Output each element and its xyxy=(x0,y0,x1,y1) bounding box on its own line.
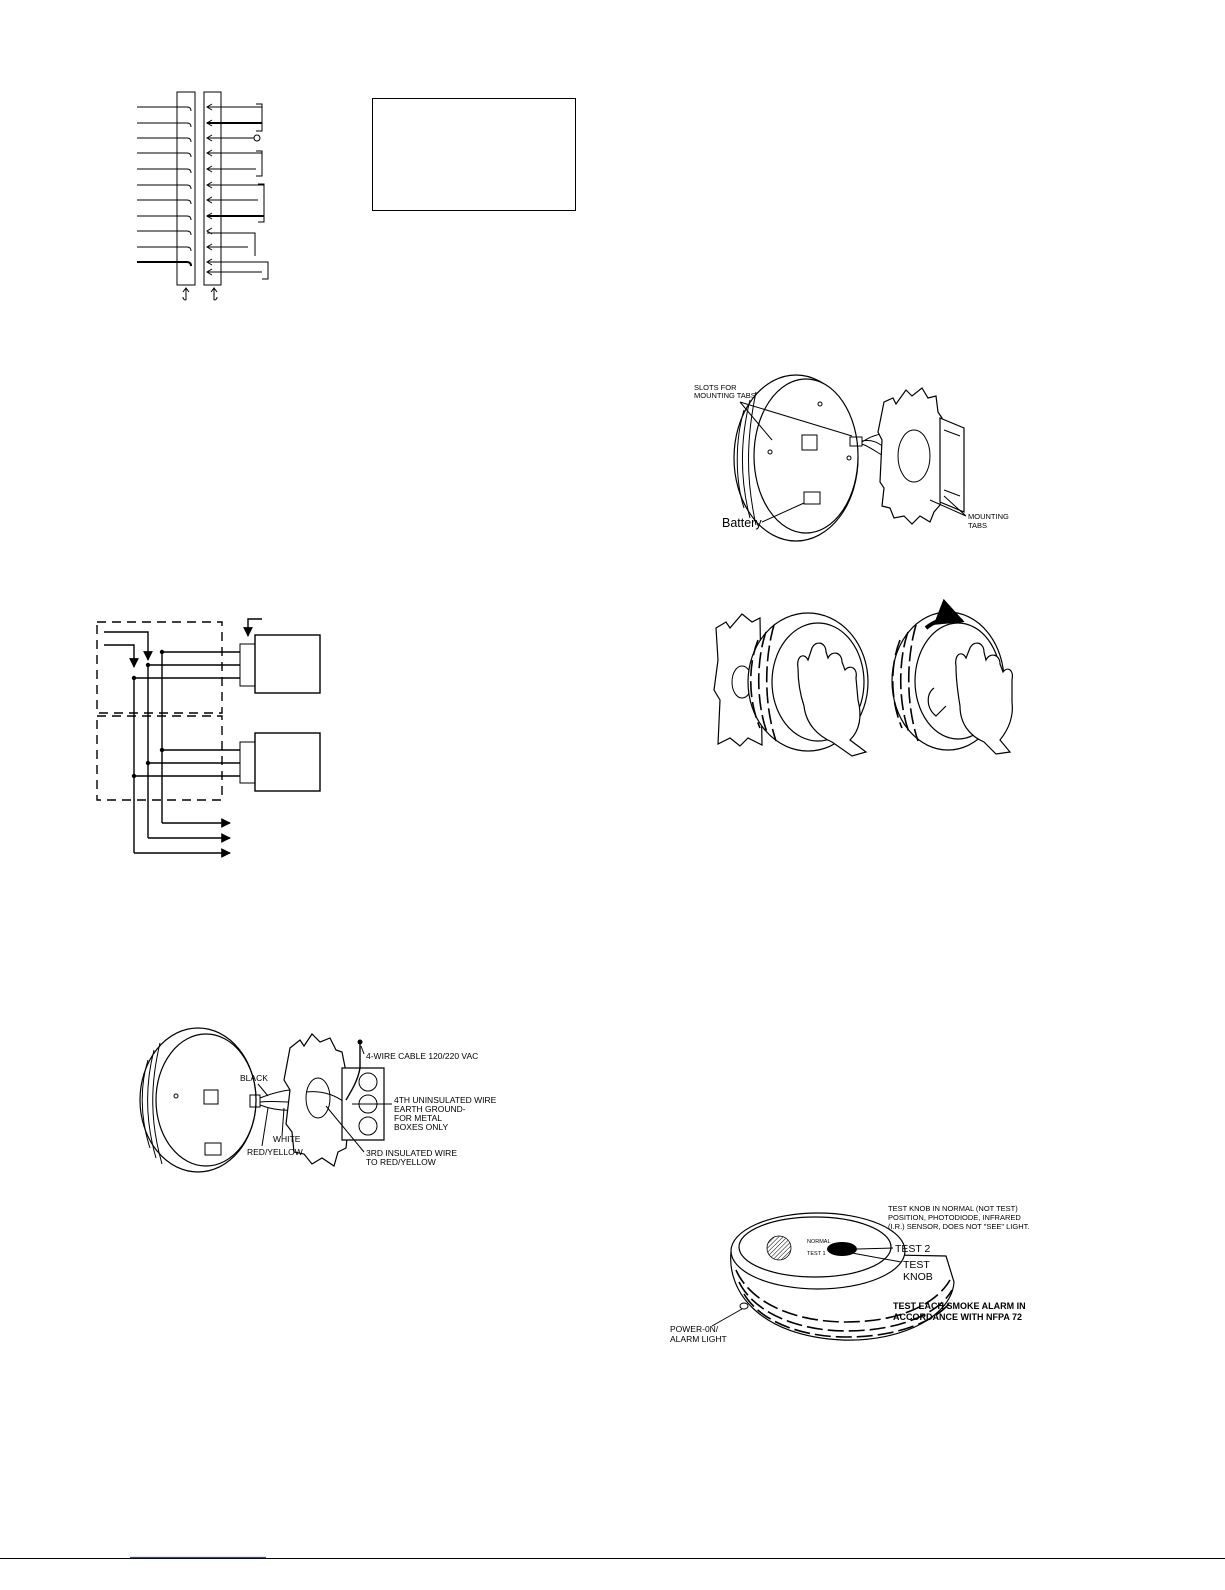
power-alarm-light xyxy=(740,1303,748,1309)
cable-end xyxy=(358,1040,363,1045)
terminal-wire xyxy=(137,216,191,220)
connector-lower xyxy=(240,742,255,783)
test2-label: TEST 2 xyxy=(895,1243,931,1255)
alarm-top-face xyxy=(739,1217,891,1277)
red-leader xyxy=(262,1108,268,1146)
black-label: BLACK xyxy=(240,1073,268,1083)
cable-label: 4-WIRE CABLE 120/220 VAC xyxy=(366,1051,479,1061)
junction-box-upper xyxy=(97,622,222,713)
junction-dot xyxy=(132,676,136,680)
terminal-wire xyxy=(137,153,191,157)
terminal-wire xyxy=(207,269,262,275)
slots-label: SLOTS FOR xyxy=(694,383,737,392)
alarm-unit-lower xyxy=(255,733,320,791)
terminal-strip-right xyxy=(204,92,221,285)
power-light-label: POWER-0N/ xyxy=(670,1324,719,1334)
third-wire-label: 3RD INSULATED WIRE xyxy=(366,1148,457,1158)
terminal-wires-left xyxy=(137,107,191,266)
terminal-jumper xyxy=(207,150,262,176)
test-knob-figure xyxy=(670,1204,1029,1344)
terminal-wire xyxy=(207,166,256,172)
test-note: POSITION, PHOTODIODE, INFRARED xyxy=(888,1213,1021,1222)
wire-in-arrow xyxy=(104,632,148,660)
junction-dot xyxy=(132,774,136,778)
terminal-wire xyxy=(207,135,254,141)
terminal-wire xyxy=(137,169,191,173)
test-note: TEST KNOB IN NORMAL (NOT TEST) xyxy=(888,1204,1018,1213)
cable-leader xyxy=(361,1046,364,1054)
mounting-plate xyxy=(878,388,944,524)
ground-label: EARTH GROUND- xyxy=(394,1104,466,1114)
ground-label: 4TH UNINSULATED WIRE xyxy=(394,1095,497,1105)
slots-label: MOUNTING TABS xyxy=(694,391,756,400)
terminal-wire xyxy=(137,185,191,189)
terminal-block-diagram xyxy=(137,92,268,300)
nfpa-label: TEST EACH SMOKE ALARM IN xyxy=(893,1301,1026,1311)
sensor-grille xyxy=(767,1236,791,1260)
terminal-jumper xyxy=(207,259,268,279)
mounting-tabs-label: MOUNTING xyxy=(968,512,1009,521)
test-knob-label: TEST xyxy=(903,1259,930,1271)
terminal-ring xyxy=(254,135,260,141)
normal-label: NORMAL xyxy=(807,1239,831,1245)
attach-alarm-figure xyxy=(714,612,1012,756)
power-light-label: ALARM LIGHT xyxy=(670,1334,727,1344)
black-leader xyxy=(258,1084,268,1096)
terminal-wire xyxy=(207,244,248,250)
terminal-wire xyxy=(137,123,191,127)
terminal-wire xyxy=(137,262,191,266)
wire-in-arrow xyxy=(248,619,262,636)
interconnect-wiring-diagram xyxy=(97,619,320,853)
junction-box-lower xyxy=(97,716,222,800)
terminal-strip-left xyxy=(177,92,195,285)
terminal-jumper xyxy=(207,228,255,256)
test-knob-label: KNOB xyxy=(903,1271,933,1283)
terminal-wires-right xyxy=(207,104,268,279)
wiring-connection-figure xyxy=(140,1028,497,1172)
electrical-box xyxy=(940,418,964,512)
battery-label: Battery xyxy=(722,516,762,530)
junction-dot xyxy=(160,748,164,752)
test-knob xyxy=(827,1242,857,1256)
attach-step-right xyxy=(892,612,1012,754)
terminal-arrow-right xyxy=(211,288,217,300)
junction-dot xyxy=(146,663,150,667)
third-wire-label: TO RED/YELLOW xyxy=(366,1157,436,1167)
empty-note-box xyxy=(373,99,576,211)
ground-label: FOR METAL xyxy=(394,1113,443,1123)
terminal-wire xyxy=(207,197,258,203)
red-yellow-label: RED/YELLOW xyxy=(247,1147,303,1157)
junction-dot xyxy=(160,650,164,654)
alarm-back-view xyxy=(140,1028,260,1172)
attach-step-left xyxy=(714,613,868,756)
white-leader xyxy=(282,1108,284,1136)
wire-in-arrow xyxy=(104,645,134,667)
connector-upper xyxy=(240,644,255,686)
test1-label: TEST 1 xyxy=(807,1251,826,1257)
terminal-wire xyxy=(137,138,191,142)
terminal-wire xyxy=(137,200,191,204)
terminal-wire xyxy=(137,231,191,235)
mounting-plate-figure xyxy=(694,375,1009,541)
terminal-jumper xyxy=(207,104,262,131)
terminal-wire xyxy=(137,107,191,111)
test-note: (I.R.) SENSOR, DOES NOT "SEE" LIGHT. xyxy=(888,1222,1030,1231)
terminal-arrow-left xyxy=(183,288,189,300)
ground-label: BOXES ONLY xyxy=(394,1122,449,1132)
nfpa-label: ACCORDANCE WITH NFPA 72 xyxy=(893,1312,1023,1322)
mounting-tabs-label: TABS xyxy=(968,521,988,530)
white-label: WHITE xyxy=(273,1134,301,1144)
alarm-unit-upper xyxy=(255,635,320,693)
junction-dot xyxy=(146,761,150,765)
terminal-wire xyxy=(137,247,191,251)
